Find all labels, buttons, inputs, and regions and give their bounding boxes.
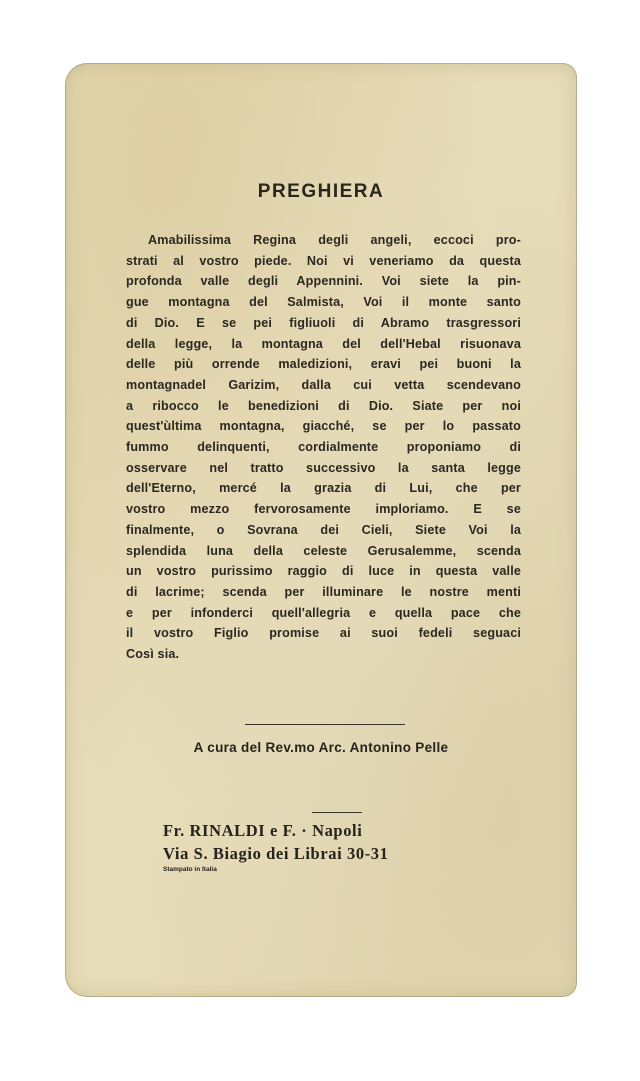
card-title: PREGHIERA	[257, 181, 385, 202]
prayer-line: fummo delinquenti, cordialmente proponiamo di	[126, 440, 521, 455]
prayer-line: delle più orrende maledizioni, eravi pei buoni la	[126, 357, 521, 372]
divider	[312, 812, 362, 813]
prayer-line: Così sia.	[126, 647, 180, 662]
prayer-line: Amabilissima Regina degli angeli, eccoci pro-	[148, 233, 521, 247]
prayer-line: un vostro purissimo raggio di luce in questa valle	[126, 564, 521, 579]
prayer-line: di lacrime; scenda per illuminare le nostre menti	[126, 584, 521, 599]
prayer-line: profonda valle degli Appennini. Voi siete la pin-	[126, 274, 521, 289]
prayer-line: della legge, la montagna del dell'Hebal risuonava	[126, 336, 521, 351]
prayer-text	[126, 230, 521, 665]
divider	[245, 724, 405, 725]
printer-name: Fr. RINALDI e F. · Napoli	[163, 821, 363, 840]
prayer-line: dell'Eterno, mercé la grazia di Lui, che per	[126, 481, 521, 496]
prayer-card	[65, 63, 577, 997]
printer-address: Via S. Biagio dei Librai 30-31	[163, 844, 389, 863]
prayer-line: il vostro Figlio promise ai suoi fedeli seguaci	[126, 626, 521, 641]
prayer-line: vostro mezzo fervorosamente imploriamo. E se	[126, 502, 521, 517]
prayer-line: splendida luna della celeste Gerusalemme, scenda	[126, 543, 521, 558]
prayer-line: montagnadel Garizim, dalla cui vetta scendevano	[126, 377, 521, 392]
prayer-line: di Dio. E se pei figliuoli di Abramo trasgressori	[126, 315, 521, 330]
prayer-line: e per infonderci quell'allegria e quella pace che	[126, 605, 521, 620]
prayer-line: a ribocco le benedizioni di Dio. Siate per noi	[126, 398, 521, 413]
printed-in-italy: Stampato in Italia	[163, 866, 217, 873]
credit-line: A cura del Rev.mo Arc. Antonino Pelle	[193, 740, 449, 755]
prayer-line: finalmente, o Sovrana dei Cieli, Siete Voi la	[126, 522, 521, 537]
prayer-line: osservare nel tratto successivo la santa legge	[126, 460, 521, 475]
prayer-line: gue montagna del Salmista, Voi il monte santo	[126, 295, 521, 310]
prayer-line: strati al vostro piede. Noi vi veneriamo da questa	[126, 253, 521, 268]
prayer-line: quest'ùltima montagna, giacché, se per lo passato	[126, 419, 521, 434]
printer-info	[163, 819, 389, 875]
